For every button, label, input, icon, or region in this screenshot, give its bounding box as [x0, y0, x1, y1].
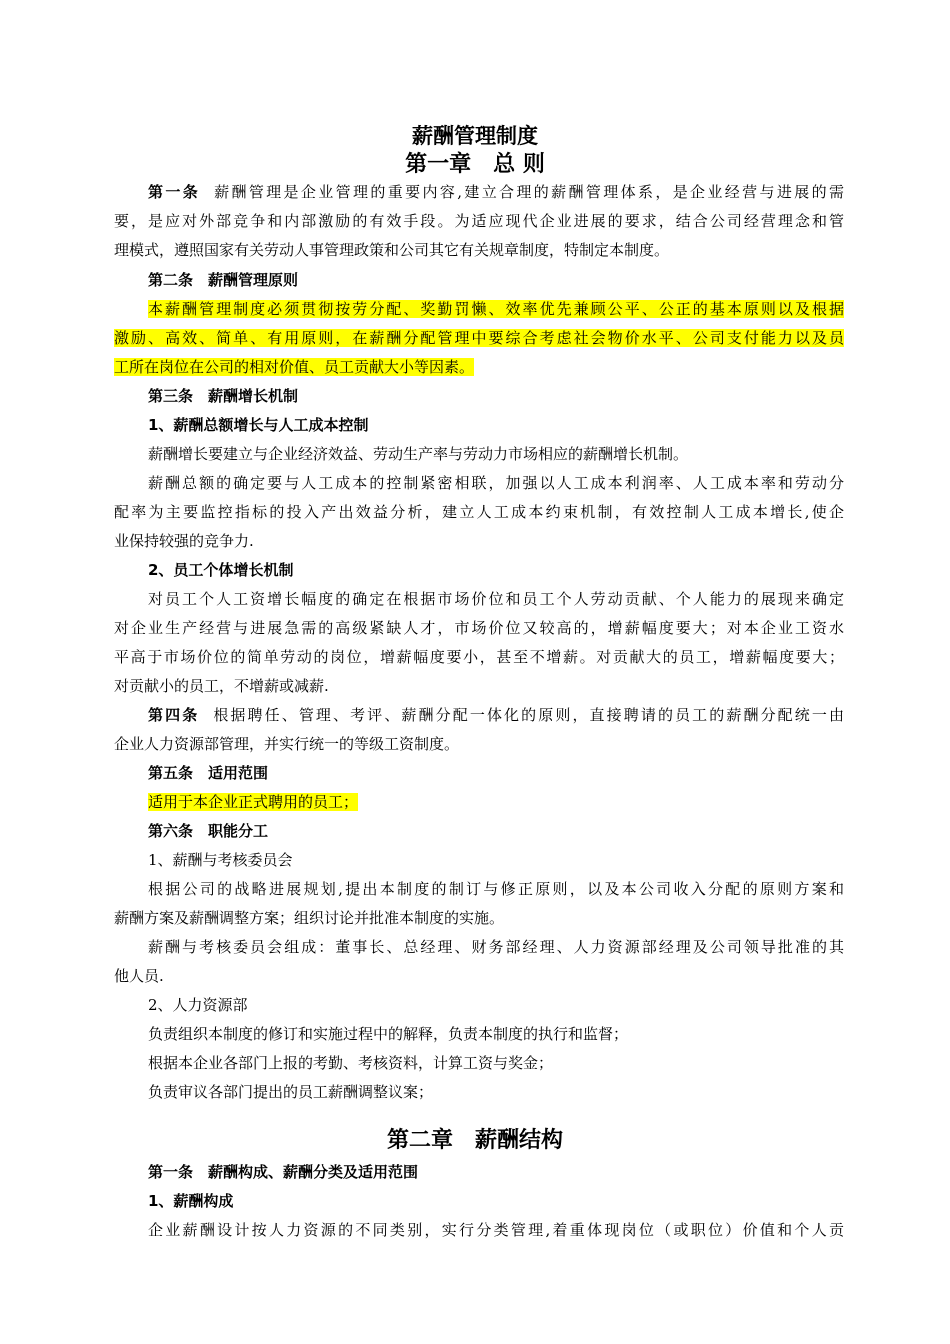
article-6-heading: 第六条 职能分工	[148, 822, 269, 840]
article-6-para-2-line-2: 他人员.	[114, 967, 164, 985]
article-2-line-2: 激励、高效、简单、有用原则，在薪酬分配管理中要综合考虑社会物价水平、公司支付能力以及员	[114, 329, 844, 347]
chapter-2-heading: 第二章 薪酬结构	[386, 1128, 563, 1153]
document-title: 薪酬管理制度	[412, 124, 538, 148]
article-1-line-2: 要，是应对外部竞争和内部激励的有效手段。为适应现代企业进展的要求，结合公司经营理念和管	[114, 212, 844, 230]
article-6-para-4: 根据本企业各部门上报的考勤、考核资料，计算工资与奖金；	[148, 1054, 554, 1072]
article-5-para: 适用于本企业正式聘用的员工；	[148, 793, 359, 811]
article-6-para-1-line-1: 根据公司的战略进展规划,提出本制度的制订与修正原则，以及本公司收入分配的原则方案和	[148, 880, 844, 898]
article-2-line-3: 工所在岗位在公司的相对价值、员工贡献大小等因素。	[114, 358, 475, 376]
article-1-text: 薪酬管理是企业管理的重要内容,建立合理的薪酬管理体系，是企业经营与进展的需	[214, 183, 844, 201]
article-4-line-2: 企业人力资源部管理，并实行统一的等级工资制度。	[114, 735, 460, 753]
article-6-section-2: 2、人力资源部	[148, 996, 248, 1014]
article-3-para-2-line-2: 配率为主要监控指标的投入产出效益分析，建立人工成本约束机制，有效控制人工成本增长,使企	[114, 503, 844, 521]
article-6-para-5: 负责审议各部门提出的员工薪酬调整议案；	[148, 1083, 434, 1101]
chapter-2-para-1: 企业薪酬设计按人力资源的不同类别，实行分类管理,着重体现岗位（或职位）价值和个人贡	[148, 1221, 844, 1239]
article-3-para-3-line-3: 平高于市场价位的简单劳动的岗位，增薪幅度要小，甚至不增薪。对贡献大的员工，增薪幅度要大；	[114, 648, 844, 666]
article-3-section-1: 1、薪酬总额增长与人工成本控制	[148, 416, 369, 434]
chapter-2-article-1-heading: 第一条 薪酬构成、薪酬分类及适用范围	[148, 1163, 419, 1181]
article-6-para-2-line-1: 薪酬与考核委员会组成：董事长、总经理、财务部经理、人力资源部经理及公司领导批准的其	[148, 938, 844, 956]
article-5-heading: 第五条 适用范围	[148, 764, 269, 782]
article-3-para-3-line-2: 对企业生产经营与进展急需的高级紧缺人才，市场价位又较高的，增薪幅度要大；对本企业工资水	[114, 619, 844, 637]
article-3-section-2: 2、员工个体增长机制	[148, 561, 294, 579]
article-1-label: 第一条	[148, 183, 201, 201]
article-6-para-1-line-2: 薪酬方案及薪酬调整方案；组织讨论并批准本制度的实施。	[114, 909, 505, 927]
chapter-2-section-1: 1、薪酬构成	[148, 1192, 234, 1210]
article-6-section-1: 1、薪酬与考核委员会	[148, 851, 293, 869]
article-3-para-3-line-4: 对贡献小的员工，不增薪或减薪.	[114, 677, 329, 695]
article-2-line-1: 本薪酬管理制度必须贯彻按劳分配、奖勤罚懒、效率优先兼顾公平、公正的基本原则以及根据	[148, 300, 844, 318]
article-4-label: 第四条	[148, 706, 200, 724]
chapter-1-heading: 第一章 总 则	[405, 152, 545, 177]
article-1-line-1	[148, 181, 844, 203]
article-3-heading: 第三条 薪酬增长机制	[148, 387, 299, 405]
article-3-para-2-line-3: 业保持较强的竞争力.	[114, 532, 254, 550]
article-3-para-3-line-1: 对员工个人工资增长幅度的确定在根据市场价位和员工个人劳动贡献、个人能力的展现来确定	[148, 590, 844, 608]
article-4-text: 根据聘任、管理、考评、薪酬分配一体化的原则，直接聘请的员工的薪酬分配统一由	[213, 706, 844, 724]
article-2-heading: 第二条 薪酬管理原则	[148, 271, 299, 289]
article-3-para-2-line-1: 薪酬总额的确定要与人工成本的控制紧密相联，加强以人工成本利润率、人工成本率和劳动分	[148, 474, 844, 492]
article-4-line-1	[148, 704, 844, 726]
article-1-line-3: 理模式，遵照国家有关劳动人事管理政策和公司其它有关规章制度，特制定本制度。	[114, 241, 670, 259]
article-3-para-1: 薪酬增长要建立与企业经济效益、劳动生产率与劳动力市场相应的薪酬增长机制。	[148, 445, 689, 463]
article-6-para-3: 负责组织本制度的修订和实施过程中的解释，负责本制度的执行和监督；	[148, 1025, 629, 1043]
